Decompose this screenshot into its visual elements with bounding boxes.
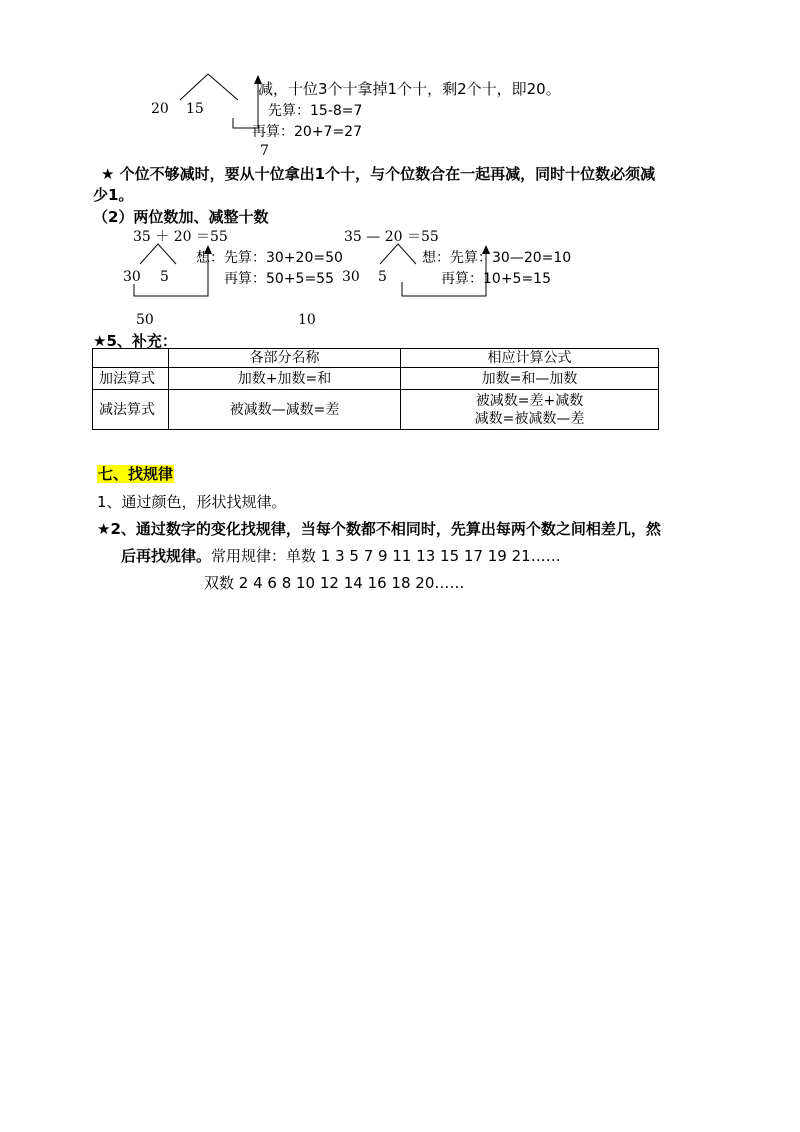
row-label: 减法算式 — [93, 390, 169, 430]
section7-item2-line3: 双数 2 4 6 8 10 12 14 16 18 20…… — [204, 574, 465, 592]
note-line2: 少1。 — [93, 186, 134, 204]
note-line1: ★ 个位不够减时，要从十位拿出1个十，与个位数合在一起再减，同时十位数必须减 — [101, 165, 656, 183]
right-equation: 35 — 20 ＝55 — [344, 229, 439, 245]
right-think: 想：先算：30—20=10 — [422, 250, 572, 266]
left-num-b: 5 — [160, 269, 169, 285]
row-names: 加数+加数=和 — [169, 368, 401, 390]
section7-item2-line2-rest: 常用规律：单数 1 3 5 7 9 11 13 15 17 19 21…… — [211, 547, 561, 565]
supplement-heading: ★5、补充： — [93, 332, 177, 350]
table-row — [93, 368, 659, 390]
row-formula: 加数=和—加数 — [401, 368, 659, 390]
left-equation: 35 ＋ 20 ＝55 — [133, 229, 228, 245]
formula-table — [92, 348, 659, 430]
left-num-bottom: 50 — [136, 312, 154, 328]
block1-step2: 再算：20+7=27 — [252, 124, 362, 140]
left-then: 再算：50+5=55 — [224, 271, 334, 287]
right-num-a: 30 — [342, 269, 360, 285]
split-lines-2 — [140, 244, 176, 264]
row-formula: 被减数=差+减数 — [475, 392, 584, 409]
left-num-a: 30 — [123, 269, 141, 285]
block1-line1: 减，十位3个十拿掉1个十，剩2个十，即20。 — [258, 80, 561, 98]
split-lines-1 — [180, 74, 238, 100]
right-then: 再算：10+5=15 — [441, 271, 551, 287]
table-header-row — [93, 349, 659, 368]
block1-num-left: 20 — [151, 101, 169, 117]
section7-item2-line1: ★2、通过数字的变化找规律，当每个数都不相同时，先算出每两个数之间相差几，然 — [97, 520, 661, 538]
block1-step1: 先算：15-8=7 — [268, 103, 363, 119]
row-formula: 减数=被减数—差 — [474, 410, 585, 427]
right-num-bottom: 10 — [298, 312, 316, 328]
table-header-cell — [93, 349, 169, 368]
split-lines-3 — [380, 244, 416, 264]
block1-num-right: 15 — [186, 101, 204, 117]
section7-item2-line2-bold: 后再找规律。 — [121, 547, 212, 565]
left-think: 想：先算：30+20=50 — [196, 250, 343, 266]
right-num-b: 5 — [378, 269, 387, 285]
row-label: 加法算式 — [93, 368, 169, 390]
row-names: 被减数—减数=差 — [169, 390, 401, 430]
table-header-cell: 相应计算公式 — [401, 349, 659, 368]
table-header-cell: 各部分名称 — [169, 349, 401, 368]
row-formulas — [401, 390, 659, 430]
section7-heading: 七、找规律 — [98, 465, 174, 483]
table-row — [93, 390, 659, 430]
section7-heading-wrap — [97, 463, 174, 484]
section7-item1: 1、通过颜色，形状找规律。 — [97, 493, 287, 511]
block1-num-bottom: 7 — [260, 143, 269, 159]
section7-item2-line2 — [121, 545, 561, 566]
section2-heading: （2）两位数加、减整十数 — [93, 208, 269, 226]
